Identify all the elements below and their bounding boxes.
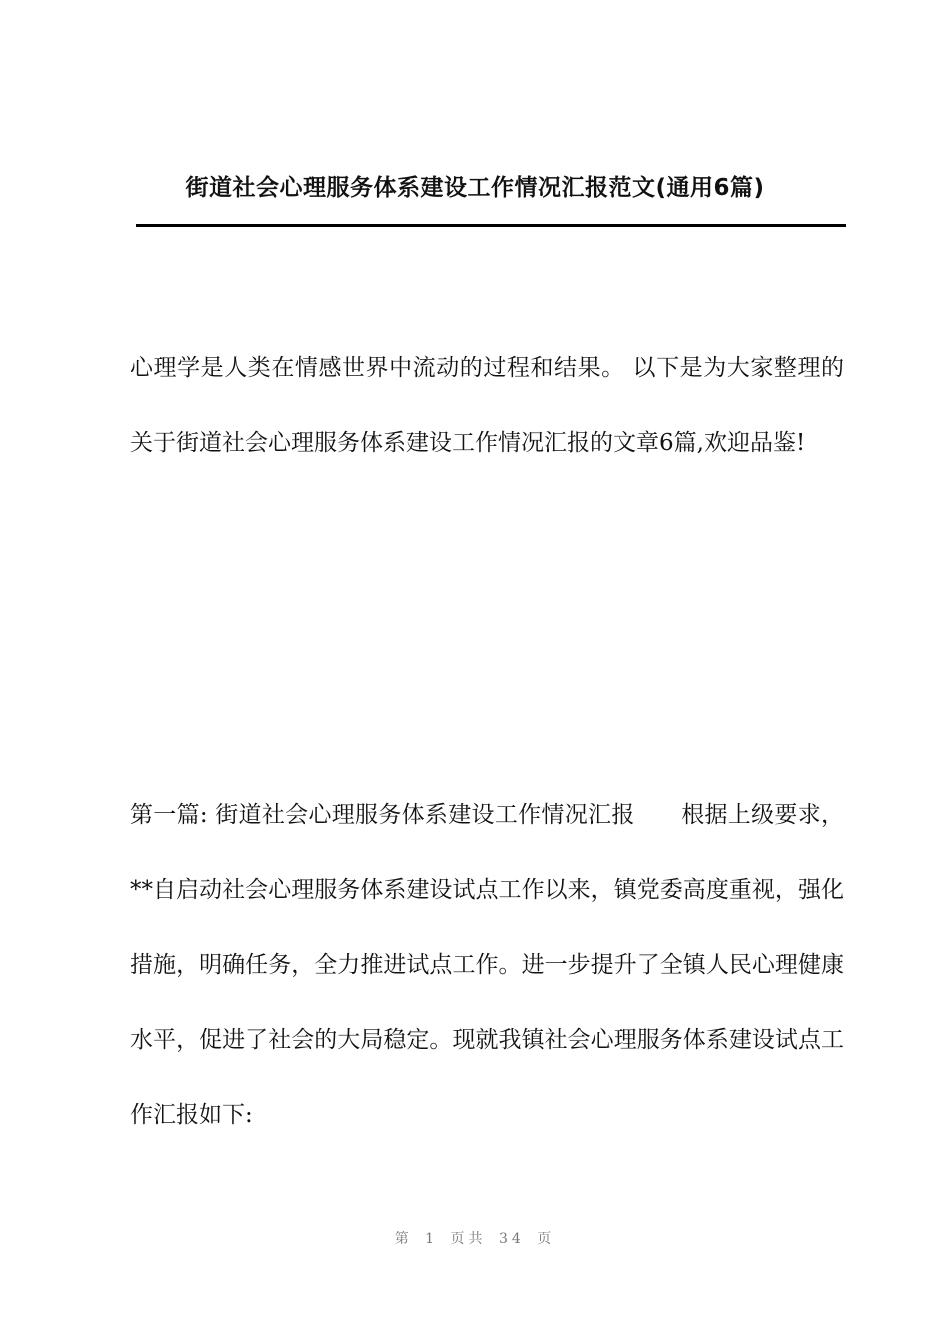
footer-total-pages: 34 (499, 1231, 525, 1247)
page-footer (0, 1228, 950, 1248)
footer-page-number: 1 (425, 1231, 439, 1247)
footer-middle: 页共 (450, 1231, 487, 1247)
footer-prefix: 第 (394, 1231, 413, 1247)
document-title: 街道社会心理服务体系建设工作情况汇报范文(通用6篇) (185, 175, 765, 201)
section-1-paragraph: 第一篇: 街道社会心理服务体系建设工作情况汇报 根据上级要求，**自启动社会心理服务体系建设试点工作以来，镇党委高度重视，强化措施，明确任务，全力推进试点工作。进一步提升了全镇人民心理健康水平，促进了社会的大局稳定。现就我镇社会心理服务体系建设试点工作汇报如下: (130, 802, 844, 1128)
intro-paragraph: 心理学是人类在情感世界中流动的过程和结果。 以下是为大家整理的关于街道社会心理服务体系建设工作情况汇报的文章6篇,欢迎品鉴! (130, 355, 844, 456)
title-underline (136, 224, 846, 227)
footer-suffix: 页 (537, 1231, 556, 1247)
